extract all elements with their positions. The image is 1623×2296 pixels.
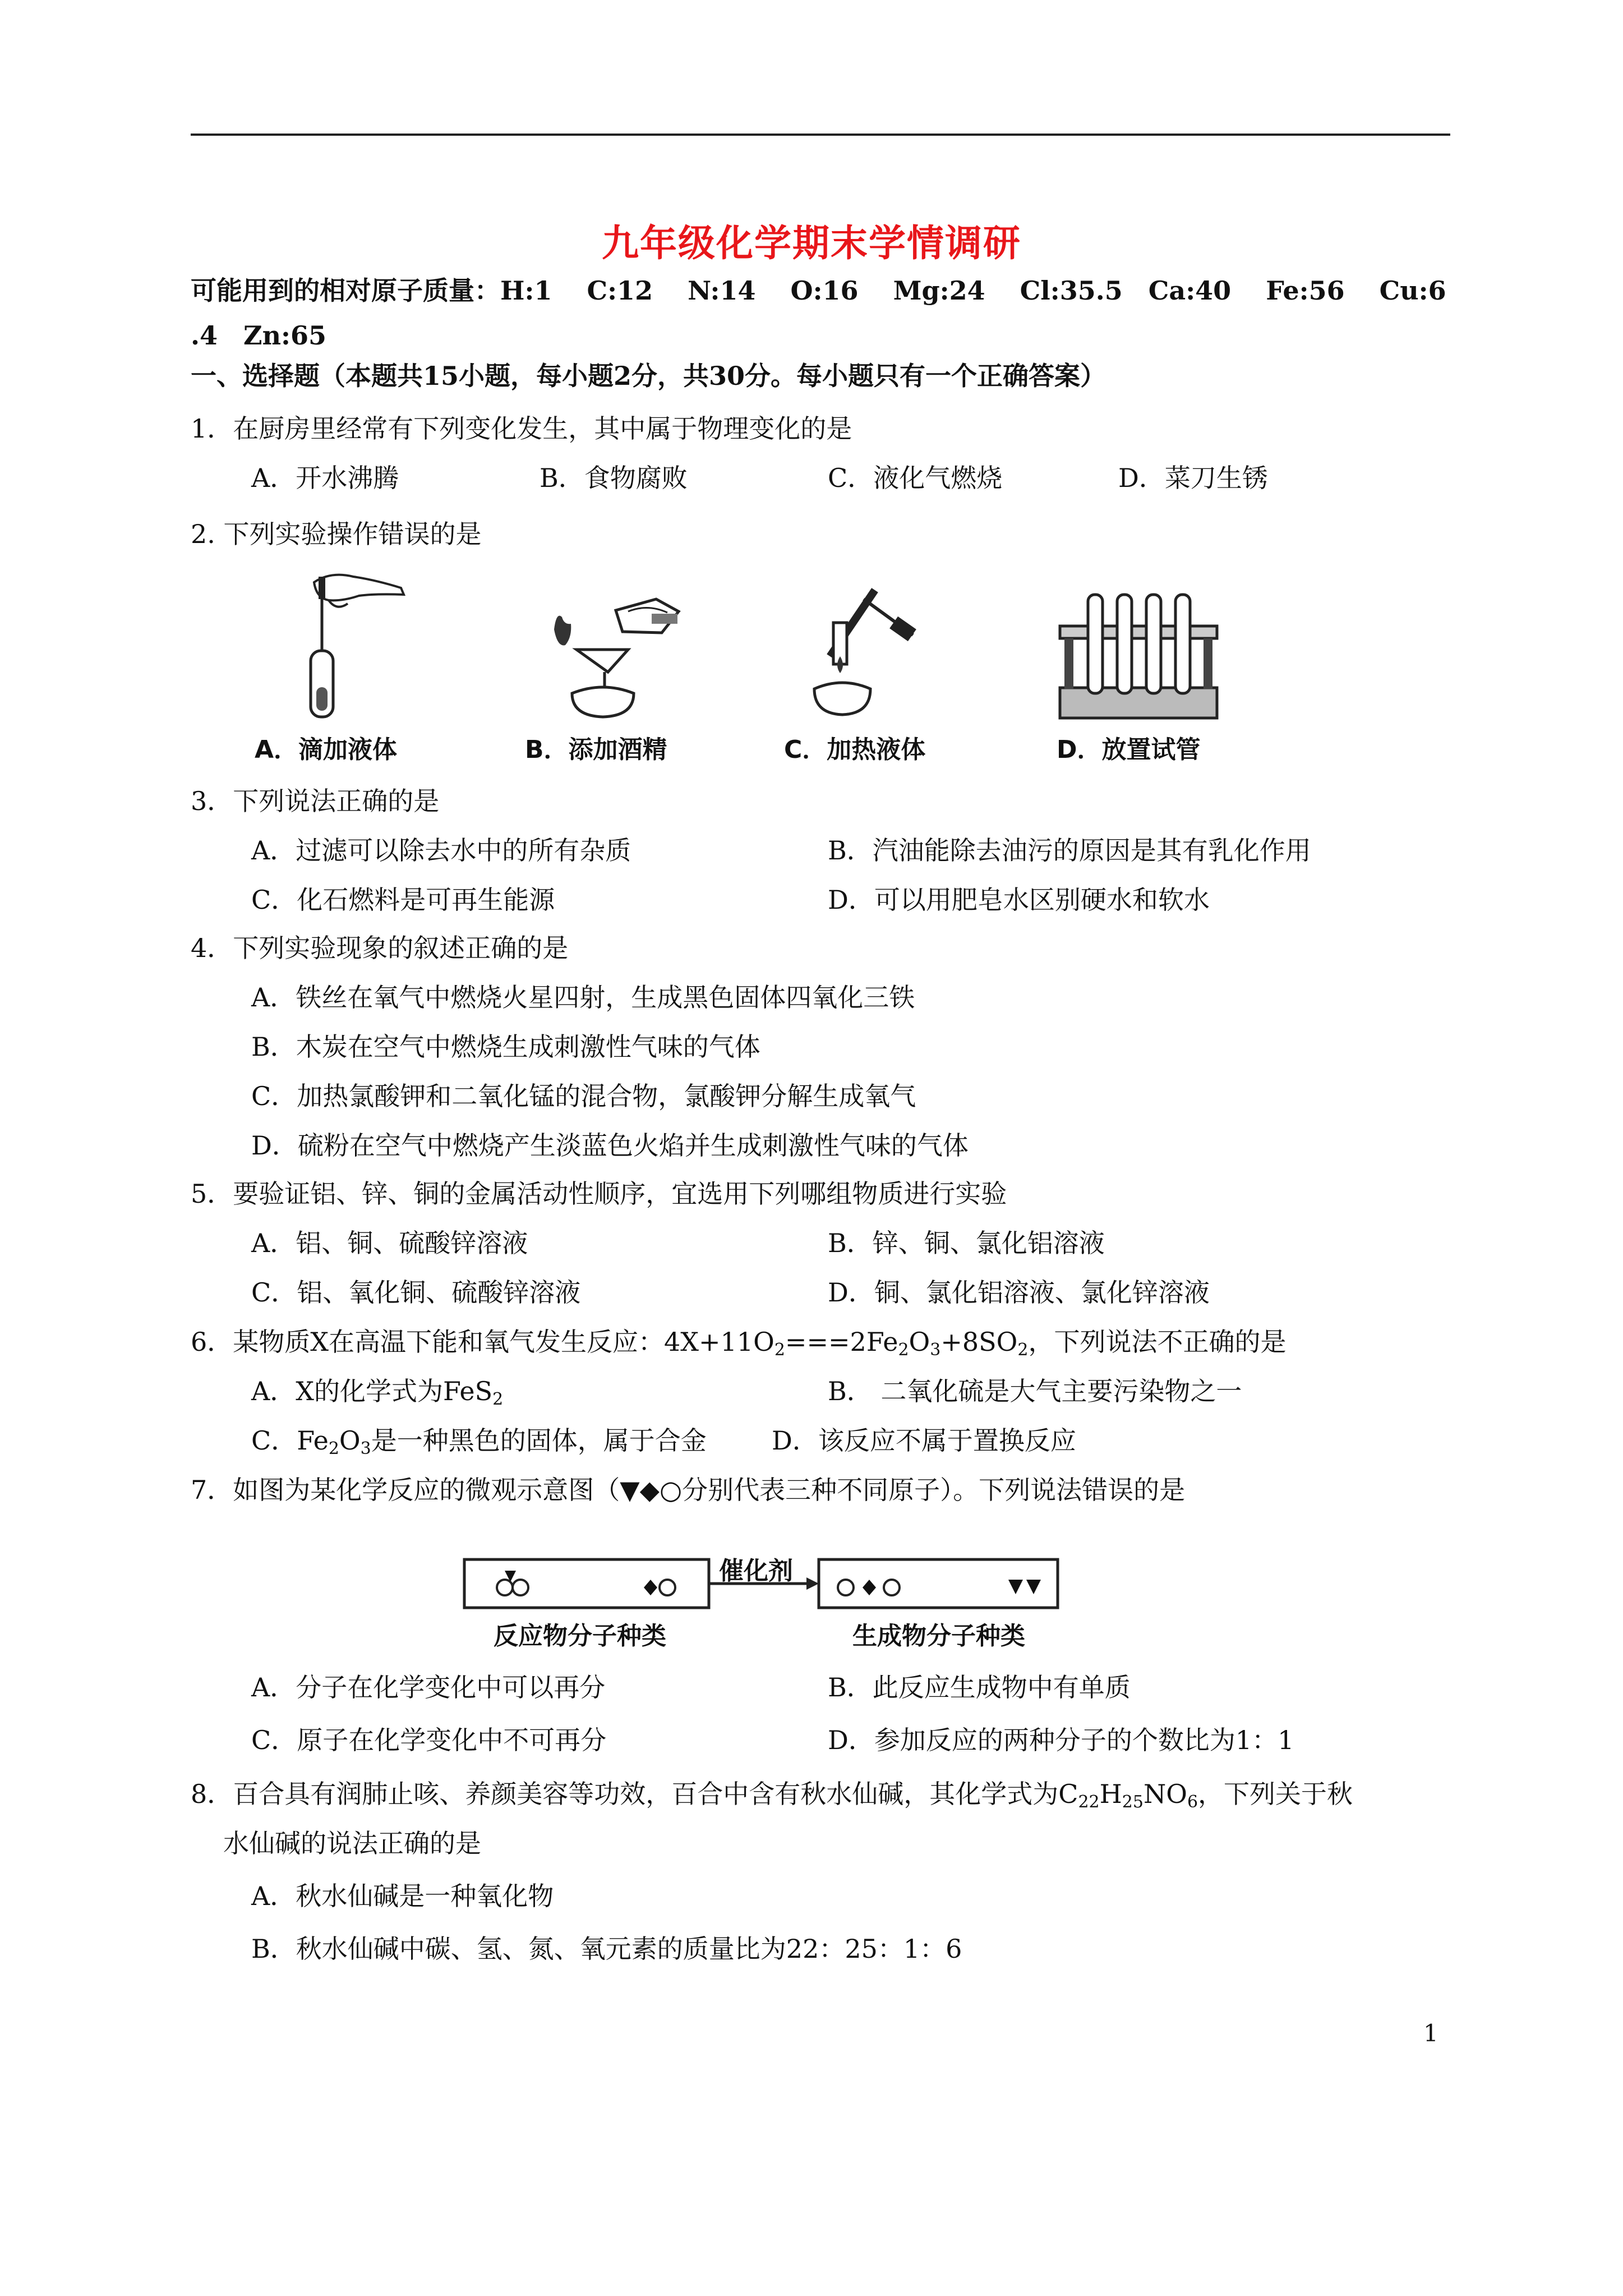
question-4-stem: 4．下列实验现象的叙述正确的是 bbox=[191, 933, 569, 963]
reactant-label: 反应物分子种类 bbox=[494, 1622, 666, 1650]
q8-option-b: B．秋水仙碱中碳、氢、氮、氧元素的质量比为22：25：1：6 bbox=[251, 1934, 962, 1964]
q8-option-a: A．秋水仙碱是一种氧化物 bbox=[251, 1881, 554, 1911]
page-title: 九年级化学期末学情调研 bbox=[602, 221, 1021, 265]
question-5-stem: 5．要验证铝、锌、铜的金属活动性顺序，宜选用下列哪组物质进行实验 bbox=[191, 1179, 1007, 1209]
catalyst-label: 催化剂 bbox=[719, 1557, 793, 1585]
q5-option-d: D．铜、氯化铝溶液、氯化锌溶液 bbox=[828, 1277, 1210, 1308]
question-8-stem-continued: 水仙碱的说法正确的是 bbox=[223, 1828, 481, 1858]
q3-option-c: C．化石燃料是可再生能源 bbox=[251, 885, 555, 915]
q6-option-d: D．该反应不属于置换反应 bbox=[772, 1425, 1076, 1456]
q4-option-d: D．硫粉在空气中燃烧产生淡蓝色火焰并生成刺激性气味的气体 bbox=[251, 1130, 969, 1161]
q2-option-a: A．滴加液体 bbox=[255, 735, 398, 764]
question-3-stem: 3．下列说法正确的是 bbox=[191, 786, 440, 816]
q4-option-b: B．木炭在空气中燃烧生成刺激性气味的气体 bbox=[251, 1032, 760, 1062]
q3-option-a: A．过滤可以除去水中的所有杂质 bbox=[251, 835, 631, 866]
q2-option-c: C．加热液体 bbox=[784, 735, 926, 764]
q7-option-a: A．分子在化学变化中可以再分 bbox=[251, 1672, 606, 1703]
product-label: 生成物分子种类 bbox=[852, 1622, 1025, 1650]
question-1-stem: 1．在厨房里经常有下列变化发生，其中属于物理变化的是 bbox=[191, 413, 852, 444]
header-rule bbox=[191, 134, 1450, 136]
q5-option-b: B．锌、铜、氯化铝溶液 bbox=[828, 1228, 1105, 1258]
q1-option-a: A．开水沸腾 bbox=[251, 463, 399, 493]
q2-option-d: D．放置试管 bbox=[1057, 735, 1201, 764]
question-6-stem: 6．某物质X在高温下能和氧气发生反应：$4X+11O_2===2Fe_2O_3+8SO_2$，下列说法不正确的是 bbox=[191, 1327, 1287, 1360]
q4-option-c: C．加热氯酸钾和二氧化锰的混合物，氯酸钾分解生成氧气 bbox=[251, 1081, 916, 1111]
q1-option-b: B．食物腐败 bbox=[540, 463, 688, 493]
question-7-stem: 7．如图为某化学反应的微观示意图（▼◆○分别代表三种不同原子）。下列说法错误的是 bbox=[191, 1475, 1186, 1505]
question-8-stem: 8．百合具有润肺止咳、养颜美容等功效，百合中含有秋水仙碱，其化学式为$C_{22}H_{25}NO_6$，下列关于秋 bbox=[191, 1779, 1353, 1812]
question-2-stem: 2. 下列实验操作错误的是 bbox=[191, 519, 482, 549]
atomic-mass-line-1: 可能用到的相对原子质量：H:1 C:12 N:14 O:16 Mg:24 Cl:35.5 Ca:40 Fe:56 Cu:6 bbox=[191, 275, 1446, 306]
q5-option-c: C．铝、氧化铜、硫酸锌溶液 bbox=[251, 1277, 581, 1308]
q7-option-c: C．原子在化学变化中不可再分 bbox=[251, 1725, 607, 1755]
test-tube-rack-figure bbox=[1054, 583, 1223, 724]
q7-option-d: D．参加反应的两种分子的个数比为1：1 bbox=[828, 1725, 1294, 1755]
q6-option-b: B． 二氧化硫是大气主要污染物之一 bbox=[828, 1376, 1242, 1406]
q7-option-b: B．此反应生成物中有单质 bbox=[828, 1672, 1131, 1703]
atomic-mass-line-2: .4 Zn:65 bbox=[191, 320, 327, 351]
section-heading: 一、选择题（本题共15小题，每小题2分，共30分。每小题只有一个正确答案） bbox=[191, 361, 1106, 391]
q4-option-a: A．铁丝在氧气中燃烧火星四射，生成黑色固体四氧化三铁 bbox=[251, 982, 915, 1013]
q6-option-a: A．X的化学式为FeS$_2$ bbox=[251, 1376, 504, 1409]
q5-option-a: A．铝、铜、硫酸锌溶液 bbox=[251, 1228, 528, 1258]
dropper-figure bbox=[292, 567, 415, 729]
q2-option-b: B．添加酒精 bbox=[525, 735, 667, 764]
alcohol-lamp-funnel-figure bbox=[550, 578, 690, 724]
q3-option-d: D．可以用肥皂水区别硬水和软水 bbox=[828, 885, 1210, 915]
q1-option-c: C．液化气燃烧 bbox=[828, 463, 1003, 493]
page-number: 1 bbox=[1423, 2019, 1438, 2047]
q1-option-d: D．菜刀生锈 bbox=[1118, 463, 1268, 493]
q6-option-c: C．$Fe_2O_3$是一种黑色的固体，属于合金 bbox=[251, 1425, 707, 1458]
q3-option-b: B．汽油能除去油污的原因是其有乳化作用 bbox=[828, 835, 1311, 866]
heating-test-tube-figure bbox=[808, 567, 931, 724]
